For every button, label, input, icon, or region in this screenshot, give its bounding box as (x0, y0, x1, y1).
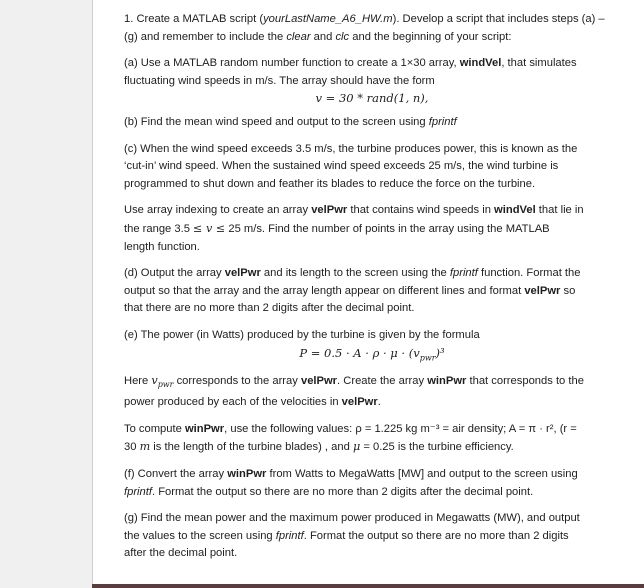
part-a-equation: v = 30 * rand(1, n), (315, 91, 429, 106)
bottom-edge-bar (92, 584, 644, 588)
question-1-intro: 1. Create a MATLAB script (yourLastName_A6_HW.m). Develop a script that includes steps (a) – (g) and remember to include the clear and clc and the beginning of your script: (124, 13, 605, 43)
part-e-values: To compute winPwr, use the following values: ρ = 1.225 kg m⁻³ = air density; A = π · r², (r = 30 m is the length of the turbine blades) , and μ = 0.25 is the turbine efficiency. (124, 422, 577, 454)
part-b: (b) Find the mean wind speed and output to the screen using fprintf (124, 115, 457, 128)
part-d: (d) Output the array velPwr and its length to the screen using the fprintf function. Format the output so that the array and the array length appear on different lines and format velPwr so that there are no more than 2 digits after the decimal point. (124, 267, 581, 315)
part-a: (a) Use a MATLAB random number function to create a 1×30 array, windVel, that simulates fluctuating wind speeds in m/s. The array should have the form (124, 57, 577, 87)
document-content (124, 11, 620, 563)
part-c: (c) When the wind speed exceeds 3.5 m/s, the turbine produces power, this is known as the ‘cut-in’ wind speed. When the sustained wind speed exceeds 25 m/s, the wind turbine is programmed to shut down and feather its blades to reduce the force on the turbine. (124, 142, 578, 190)
part-f: (f) Convert the array winPwr from Watts to MegaWatts [MW] and output to the screen using fprintf. Format the output so there are no more than 2 digits after the decimal point. (124, 468, 578, 498)
part-e: (e) The power (in Watts) produced by the turbine is given by the formula (124, 328, 480, 341)
left-margin-shade (0, 0, 92, 588)
part-c-indexing: Use array indexing to create an array velPwr that contains wind speeds in windVel that lie in the range 3.5 ≤ v ≤ 25 m/s. Find the number of points in the array using the MATLAB length function. (124, 204, 584, 253)
part-e-description: Here $v_{pwr}$ corresponds to the array velPwr. Create the array winPwr that corresponds to the power produced by each of the velocities in velPwr. (124, 374, 584, 409)
part-g: (g) Find the mean power and the maximum power produced in Megawatts (MW), and output the values to the screen using fprintf. Format the output so there are no more than 2 digits after the decimal point. (124, 512, 580, 560)
power-formula: $P = 0.5 \cdot A \cdot \rho \cdot \mu \cdot (v_{pwr})^3$ (299, 345, 445, 362)
